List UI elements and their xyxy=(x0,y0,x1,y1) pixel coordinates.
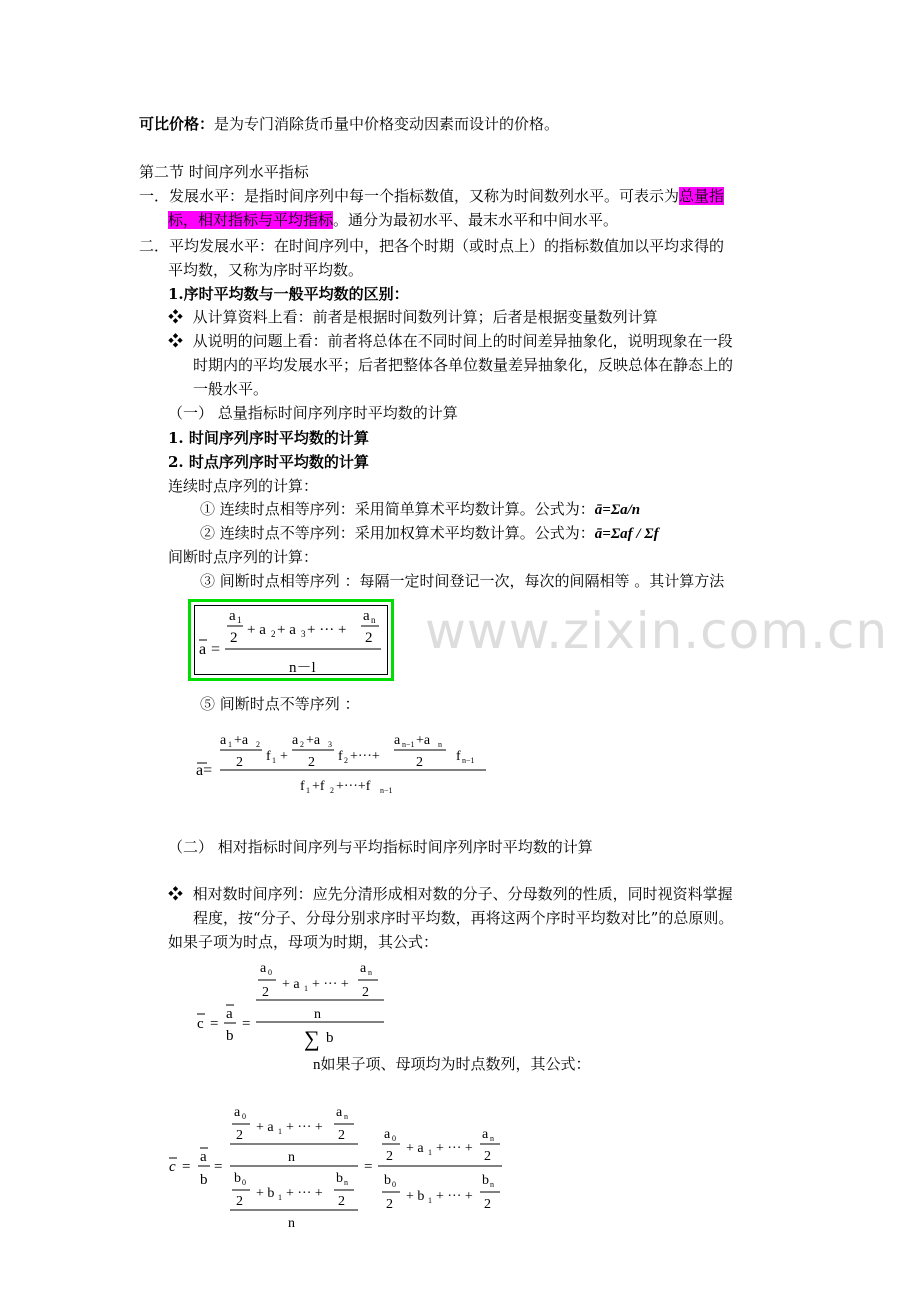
svg-text:2: 2 xyxy=(362,985,369,1000)
svg-text:a: a xyxy=(260,961,267,976)
svg-text:n: n xyxy=(490,1180,494,1189)
svg-text:n: n xyxy=(368,968,372,977)
svg-text:a: a xyxy=(200,1149,207,1165)
svg-text:2: 2 xyxy=(262,985,269,1000)
formula-unequal-interval xyxy=(194,728,494,800)
svg-text:n: n xyxy=(438,740,442,749)
formula-n-denominator: n xyxy=(313,1057,321,1073)
svg-text:+ ··· +: + ··· + xyxy=(286,1186,323,1201)
svg-text:2: 2 xyxy=(236,1128,243,1143)
svg-text:2: 2 xyxy=(386,1149,393,1164)
paragraph-2-line-1: 二．平均发展水平：在时间序列中，把各个时期（或时点上）的指标数值加以平均求得的 xyxy=(139,237,725,255)
p1-prefix: 一．发展水平：是指时间序列中每一个指标数值，又称为时间数列水平。可表示为 xyxy=(139,187,680,205)
svg-text:a: a xyxy=(220,733,227,748)
bullet-text: 相对数时间序列：应先分清形成相对数的分子、分母数列的性质，同时视资料掌握 xyxy=(192,885,733,903)
svg-text:n: n xyxy=(344,1178,348,1187)
svg-text:=: = xyxy=(214,1159,223,1175)
svg-text:3: 3 xyxy=(301,629,306,639)
svg-text:=: = xyxy=(242,1016,251,1032)
svg-text:f: f xyxy=(456,749,461,764)
formula-inline: ā=Σaf / Σf xyxy=(594,526,659,542)
bullet-item-1 xyxy=(168,307,658,327)
svg-text:2: 2 xyxy=(344,756,348,765)
highlighted-text: 总量指 xyxy=(679,187,725,205)
subsection-b: （二） 相对指标时间序列与平均指标时间序列序时平均数的计算 xyxy=(168,838,593,856)
svg-text:+a: +a xyxy=(234,733,249,748)
svg-text:+f: +f xyxy=(312,779,325,794)
svg-text:1: 1 xyxy=(428,1148,432,1157)
svg-text:0: 0 xyxy=(242,1178,246,1187)
case-2-line xyxy=(313,1054,591,1075)
svg-text:2: 2 xyxy=(484,1197,491,1212)
svg-text:=: = xyxy=(364,1159,373,1175)
term-definition: 是为专门消除货币量中价格变动因素而设计的价格。 xyxy=(214,115,560,133)
svg-text:2: 2 xyxy=(300,740,304,749)
numbered-item-2: 2. 时点序列序时平均数的计算 xyxy=(168,453,369,471)
svg-text:2: 2 xyxy=(308,755,315,770)
bullet-item-2 xyxy=(168,331,733,351)
svg-text:+ b: + b xyxy=(406,1189,425,1204)
svg-text:+ b: + b xyxy=(256,1186,275,1201)
svg-text:a: a xyxy=(360,961,367,976)
svg-text:a: a xyxy=(394,733,401,748)
svg-text:2: 2 xyxy=(386,1197,393,1212)
svg-text:n: n xyxy=(344,1112,348,1121)
svg-text:2: 2 xyxy=(256,740,260,749)
svg-text:0: 0 xyxy=(392,1134,396,1143)
svg-text:a: a xyxy=(363,608,370,624)
formula-ratio-both-points xyxy=(166,1100,511,1236)
diamond-bullet-icon: ❖ xyxy=(168,308,184,326)
svg-text:b: b xyxy=(326,1030,334,1046)
svg-text:+ ··· +: + ··· + xyxy=(436,1141,473,1156)
svg-text:2: 2 xyxy=(230,630,238,646)
paragraph-1-line-1 xyxy=(139,186,724,206)
paragraph-1-line-2 xyxy=(168,210,618,230)
svg-text:+···+f: +···+f xyxy=(336,779,371,794)
item-text: ① 连续时点相等序列：采用简单算术平均数计算。公式为： xyxy=(200,500,595,518)
svg-text:f: f xyxy=(300,779,305,794)
svg-text:2: 2 xyxy=(484,1149,491,1164)
svg-text:a: a xyxy=(226,1006,233,1022)
svg-text:n: n xyxy=(288,1216,295,1231)
svg-text:b: b xyxy=(384,1173,391,1188)
continuous-heading: 连续时点序列的计算： xyxy=(168,477,319,495)
item-c5: ⑤ 间断时点不等序列 ： xyxy=(200,695,360,713)
item-text: ② 连续时点不等序列：采用加权算术平均数计算。公式为： xyxy=(200,524,595,542)
svg-text:f: f xyxy=(338,749,343,764)
section-title: 第二节 时间序列水平指标 xyxy=(139,163,309,181)
svg-text:n－l: n－l xyxy=(289,660,316,676)
bullet-item-2-cont: 时期内的平均发展水平；后者把整体各单位数量差异抽象化，反映总体在静态上的 xyxy=(193,356,734,374)
svg-text:b: b xyxy=(200,1172,208,1188)
svg-text:+ a: + a xyxy=(282,977,300,992)
svg-text:2: 2 xyxy=(330,786,334,795)
svg-text:f: f xyxy=(266,749,271,764)
svg-text:+ a: + a xyxy=(277,622,296,638)
svg-text:a: a xyxy=(292,733,299,748)
svg-text:n−1: n−1 xyxy=(462,756,475,765)
svg-text:+a: +a xyxy=(306,733,321,748)
svg-text:a: a xyxy=(482,1127,489,1142)
p1-rest: 。通分为最初水平、最末水平和中间水平。 xyxy=(333,211,619,229)
svg-text:+ a: + a xyxy=(256,1120,274,1135)
svg-text:2: 2 xyxy=(271,629,276,639)
paragraph-2-line-2: 平均数，又称为序时平均数。 xyxy=(168,261,364,279)
subsection-a: （一） 总量指标时间序列序时平均数的计算 xyxy=(168,404,458,422)
svg-text:n: n xyxy=(371,615,376,625)
svg-text:+ ··· +: + ··· + xyxy=(307,622,347,638)
svg-text:3: 3 xyxy=(328,740,332,749)
discontinuous-heading: 间断时点序列的计算： xyxy=(168,548,319,566)
svg-text:a: a xyxy=(234,1105,241,1120)
svg-text:1: 1 xyxy=(272,756,276,765)
svg-text:a: a xyxy=(229,608,236,624)
svg-text:2: 2 xyxy=(416,755,423,770)
svg-text:=: = xyxy=(210,1016,219,1032)
svg-text:+ a: + a xyxy=(247,622,266,638)
svg-text:0: 0 xyxy=(268,968,272,977)
bullet-item-3 xyxy=(168,884,733,904)
term-label: 可比价格： xyxy=(139,115,215,133)
svg-text:a=: a= xyxy=(196,762,213,779)
svg-text:2: 2 xyxy=(236,1194,243,1209)
svg-text:0: 0 xyxy=(392,1180,396,1189)
svg-text:∑: ∑ xyxy=(304,1026,320,1051)
svg-text:b: b xyxy=(336,1171,343,1186)
svg-text:b: b xyxy=(234,1171,241,1186)
svg-text:b: b xyxy=(226,1028,234,1044)
svg-text:1: 1 xyxy=(237,615,242,625)
svg-text:=: = xyxy=(182,1159,191,1175)
svg-text:1: 1 xyxy=(304,984,308,993)
formula-inline: ā=Σa/n xyxy=(594,502,641,518)
svg-text:+ a: + a xyxy=(406,1141,424,1156)
svg-text:+a: +a xyxy=(416,733,431,748)
svg-text:2: 2 xyxy=(236,755,243,770)
svg-text:2: 2 xyxy=(338,1194,345,1209)
svg-text:n−1: n−1 xyxy=(380,786,393,795)
svg-text:1: 1 xyxy=(306,786,310,795)
item-c1 xyxy=(200,499,640,520)
formula-ratio-point-period xyxy=(194,956,394,1054)
bullet-text: 从计算资料上看：前者是根据时间数列计算；后者是根据变量数列计算 xyxy=(192,308,658,326)
svg-text:n: n xyxy=(288,1150,295,1165)
svg-text:+ ··· +: + ··· + xyxy=(436,1189,473,1204)
svg-text:c: c xyxy=(169,1159,176,1175)
diamond-bullet-icon: ❖ xyxy=(168,885,184,903)
svg-text:1: 1 xyxy=(278,1127,282,1136)
highlighted-text: 标，相对指标与平均指标 xyxy=(168,211,334,229)
bullet-text: 从说明的问题上看：前者将总体在不同时间上的时间差异抽象化，说明现象在一段 xyxy=(192,332,733,350)
svg-text:c: c xyxy=(197,1016,204,1032)
svg-text:1: 1 xyxy=(428,1196,432,1205)
item-c3: ③ 间断时点相等序列 ：每隔一定时间登记一次，每次的间隔相等 。其计算方法 xyxy=(200,572,725,590)
svg-text:a: a xyxy=(336,1105,343,1120)
svg-text:a: a xyxy=(384,1127,391,1142)
svg-text:n: n xyxy=(314,1007,321,1022)
svg-text:b: b xyxy=(482,1173,489,1188)
svg-text:+···+: +···+ xyxy=(350,749,380,764)
svg-text:+ ··· +: + ··· + xyxy=(312,977,349,992)
svg-text:a: a xyxy=(199,641,207,658)
svg-text:1: 1 xyxy=(278,1193,282,1202)
svg-text:1: 1 xyxy=(228,740,232,749)
svg-text:+ ··· +: + ··· + xyxy=(286,1120,323,1135)
svg-text:0: 0 xyxy=(242,1112,246,1121)
case-2-text: 如果子项、母项均为时点数列，其公式： xyxy=(320,1055,591,1073)
bullet-item-3-cont: 程度，按“分子、分母分别求序时平均数，再将这两个序时平均数对比”的总原则。 xyxy=(193,909,734,927)
watermark: www.zixin.com.cn xyxy=(425,602,889,660)
svg-text:2: 2 xyxy=(338,1128,345,1143)
numbered-item-1: 1. 时间序列序时平均数的计算 xyxy=(168,429,369,447)
formula-equal-interval xyxy=(191,602,391,678)
formula-box-equal-interval xyxy=(188,599,394,681)
case-1-text: 如果子项为时点，母项为时期，其公式： xyxy=(168,933,439,951)
svg-text:+: + xyxy=(280,749,288,764)
diamond-bullet-icon: ❖ xyxy=(168,332,184,350)
svg-text:=: = xyxy=(211,641,221,658)
subsection-1: 1.序时平均数与一般平均数的区别： xyxy=(168,285,409,303)
svg-text:2: 2 xyxy=(365,630,373,646)
item-c2 xyxy=(200,523,659,544)
comparable-price-line xyxy=(139,114,559,134)
svg-text:n: n xyxy=(490,1134,494,1143)
bullet-item-2-cont: 一般水平。 xyxy=(193,380,269,398)
svg-text:n−1: n−1 xyxy=(402,740,415,749)
